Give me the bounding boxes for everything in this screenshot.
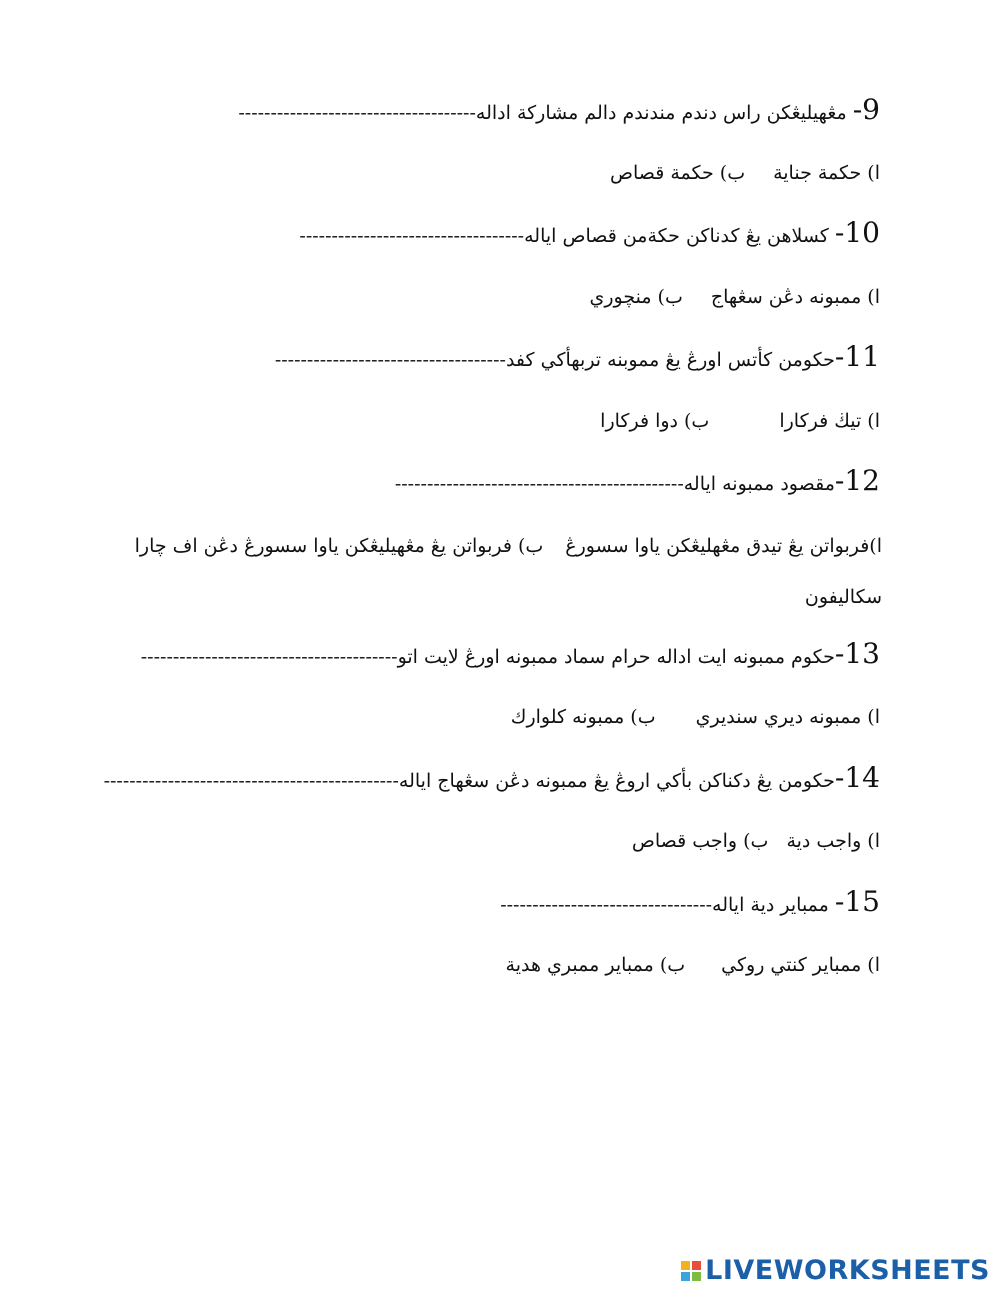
option-b[interactable]: ب) ممبونه كلوارك bbox=[510, 706, 656, 728]
question-number: 15- bbox=[834, 885, 880, 918]
answer-blank[interactable]: ------------------------------------- bbox=[238, 102, 476, 124]
question-9-options bbox=[610, 162, 880, 185]
question-text: مڠهيليڠكن راس دندم مندندم دالم مشاركة اداله bbox=[475, 102, 853, 124]
option-a[interactable]: ا) ممبونه ديري سنديري bbox=[695, 706, 880, 728]
option-a[interactable]: ا)فربواتن يڠ تيدق مڠهليڠكن ياوا سسورڠ bbox=[565, 535, 882, 557]
cube bbox=[681, 1272, 690, 1281]
option-a[interactable]: ا) ممبونه دڠن سڠهاج bbox=[710, 286, 880, 308]
answer-blank[interactable]: --------------------------------------------- bbox=[394, 473, 684, 495]
question-10-options bbox=[589, 286, 880, 309]
answer-blank[interactable]: --------------------------------- bbox=[500, 894, 713, 916]
question-number: 9- bbox=[852, 93, 880, 126]
question-number: 11- bbox=[834, 340, 880, 373]
question-10 bbox=[299, 216, 880, 250]
question-11-options bbox=[600, 410, 880, 433]
question-text: حكوم ممبونه ايت اداله حرام سماد ممبونه اورڠ لايت اتو bbox=[397, 646, 835, 668]
question-text: كسلاهن يڠ كدناكن حكةمن قصاص اياله bbox=[524, 225, 835, 247]
answer-blank[interactable]: ---------------------------------------- bbox=[140, 646, 398, 668]
liveworksheets-logo bbox=[681, 1255, 990, 1286]
option-a[interactable]: ا) ممباير كنتي روكي bbox=[721, 954, 880, 976]
option-b[interactable]: ب) منچوري bbox=[589, 286, 683, 308]
question-12 bbox=[395, 464, 880, 498]
question-11 bbox=[275, 340, 880, 374]
question-14-options bbox=[632, 830, 880, 853]
question-9 bbox=[238, 93, 880, 127]
question-14 bbox=[104, 761, 880, 795]
cube bbox=[681, 1261, 690, 1270]
question-15 bbox=[500, 885, 880, 919]
answer-blank[interactable]: ----------------------------------- bbox=[299, 225, 525, 247]
cube bbox=[692, 1272, 701, 1281]
question-number: 14- bbox=[834, 761, 880, 794]
option-a[interactable]: ا) تيڬ فركارا bbox=[779, 410, 880, 432]
answer-blank[interactable]: ---------------------------------------------- bbox=[103, 770, 399, 792]
question-text: حكومن كأتس اورڠ يڠ مموبنه تربهأكي كفد bbox=[505, 349, 835, 371]
question-12-options bbox=[135, 535, 882, 558]
question-number: 10- bbox=[834, 216, 880, 249]
question-text: ممباير دية اياله bbox=[712, 894, 835, 916]
question-13-options bbox=[511, 706, 880, 729]
cube bbox=[692, 1261, 701, 1270]
question-13 bbox=[141, 637, 880, 671]
option-b[interactable]: ب) واجب قصاص bbox=[631, 830, 769, 852]
question-number: 12- bbox=[834, 464, 880, 497]
option-a[interactable]: ا) حكمة جناية bbox=[773, 162, 880, 184]
question-text: مقصود ممبونه اياله bbox=[683, 473, 835, 495]
brand-name: LIVEWORKSHEETS bbox=[705, 1255, 990, 1286]
option-a[interactable]: ا) واجب دية bbox=[786, 830, 880, 852]
question-number: 13- bbox=[834, 637, 880, 670]
option-b[interactable]: ب) دوا فركارا bbox=[600, 410, 710, 432]
option-b[interactable]: ب) فربواتن يڠ مڠهيليڠكن ياوا سسورڠ دڠن اف چارا bbox=[134, 535, 544, 557]
question-12-option-continuation: سكاليفون bbox=[804, 586, 882, 608]
option-b[interactable]: ب) حكمة قصاص bbox=[609, 162, 746, 184]
answer-blank[interactable]: ------------------------------------ bbox=[274, 349, 506, 371]
question-text: حكومن يڠ دكناكن بأكي اروڠ يڠ ممبونه دڠن سڠهاج اياله bbox=[398, 770, 835, 792]
question-15-options bbox=[506, 954, 880, 977]
logo-cubes-icon bbox=[681, 1261, 701, 1281]
option-b[interactable]: ب) ممباير ممبري هدية bbox=[505, 954, 686, 976]
